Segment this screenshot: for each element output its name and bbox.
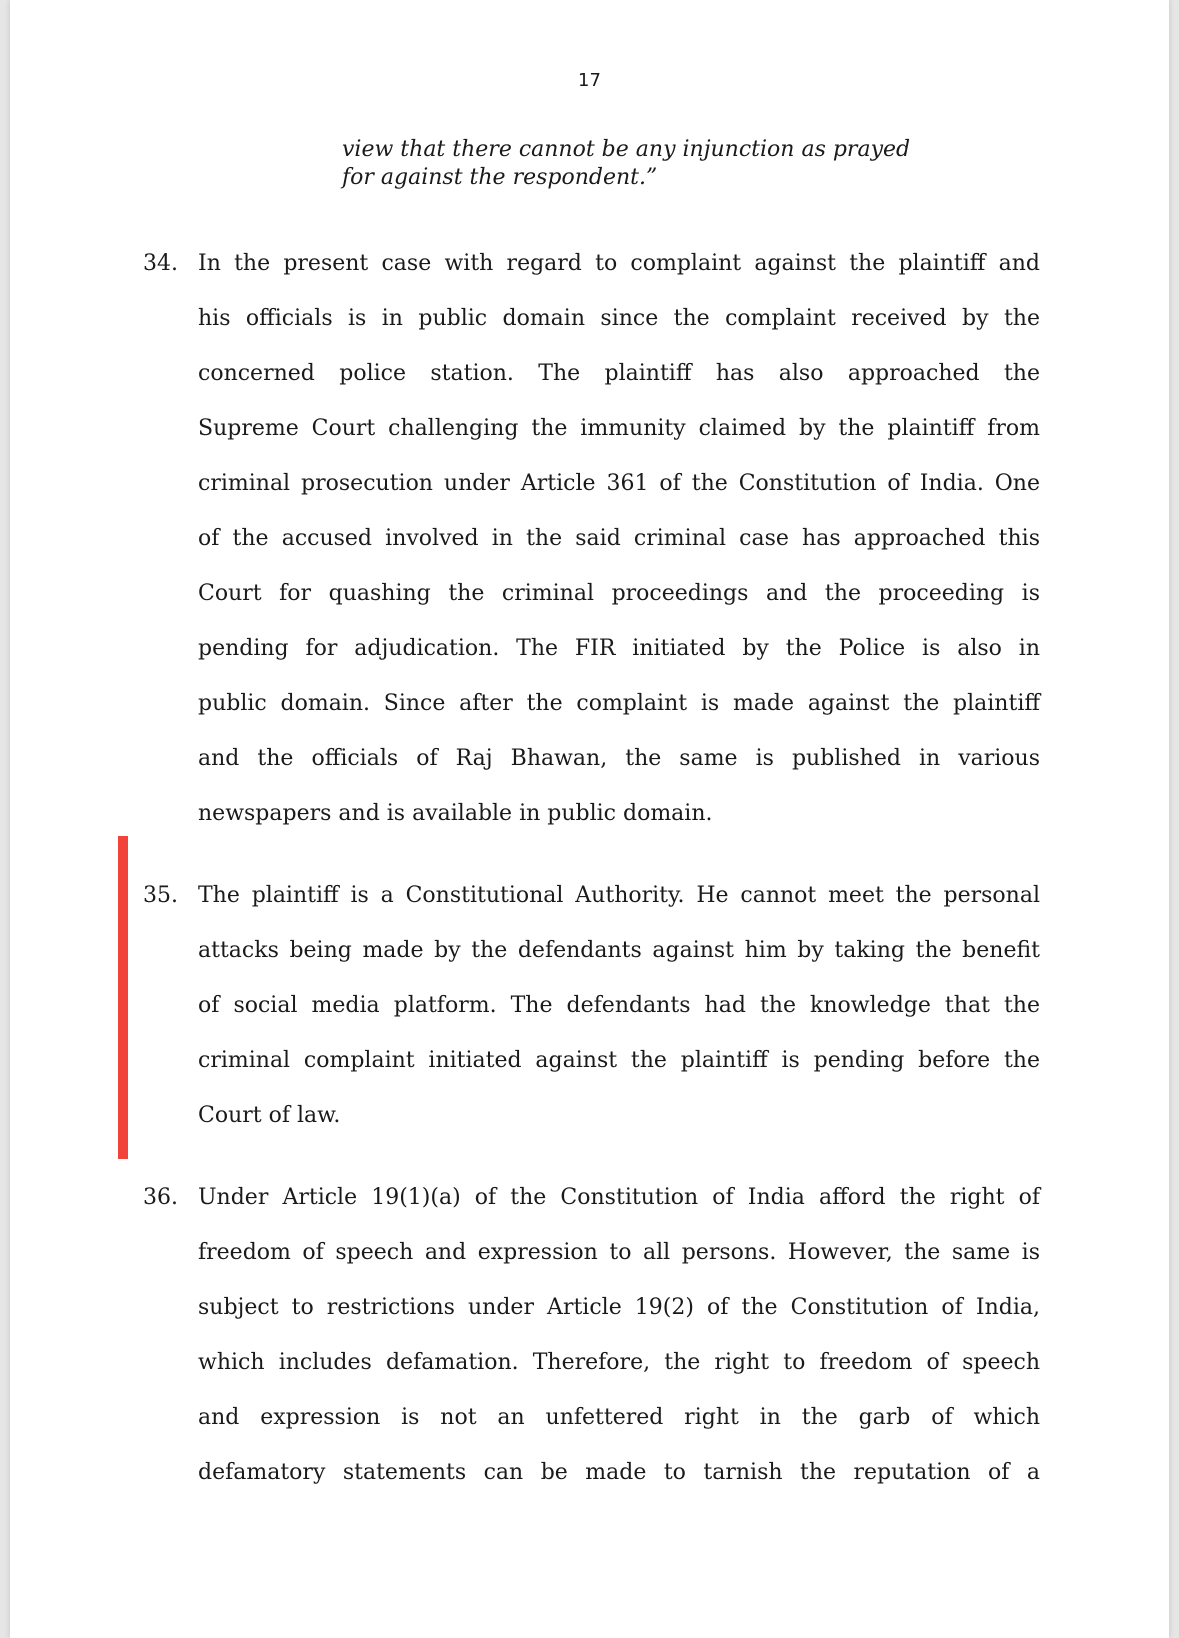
paragraph-line: of social media platform. The defendants had the knowledge that the xyxy=(198,993,1040,1018)
paragraph-34 xyxy=(143,236,1040,841)
paragraph-line: newspapers and is available in public domain. xyxy=(198,801,713,826)
paragraph-line: Court of law. xyxy=(198,1103,341,1128)
paragraph-line: freedom of speech and expression to all persons. However, the same is xyxy=(198,1240,1040,1265)
paragraph-line: Under Article 19(1)(a) of the Constitution of India afford the right of xyxy=(198,1185,1040,1210)
quote-line: for against the respondent.” xyxy=(342,165,658,190)
quote-line: view that there cannot be any injunction as prayed xyxy=(342,137,911,162)
paragraph-line: Court for quashing the criminal proceedings and the proceeding is xyxy=(198,581,1040,606)
paragraph-line: and the officials of Raj Bhawan, the same is published in various xyxy=(198,746,1040,771)
paragraph-number: 36. xyxy=(143,1185,178,1210)
paragraph-line: of the accused involved in the said criminal case has approached this xyxy=(198,526,1040,551)
margin-highlight-bar xyxy=(118,836,128,1159)
document-page xyxy=(10,0,1169,1638)
paragraph-line: pending for adjudication. The FIR initiated by the Police is also in xyxy=(198,636,1040,661)
paragraph-line: criminal prosecution under Article 361 of the Constitution of India. One xyxy=(198,471,1040,496)
paragraph-line: public domain. Since after the complaint is made against the plaintiff xyxy=(198,691,1040,716)
paragraph-line: his officials is in public domain since the complaint received by the xyxy=(198,306,1040,331)
paragraph-line: and expression is not an unfettered right in the garb of which xyxy=(198,1405,1040,1430)
paragraph-line: The plaintiff is a Constitutional Authority. He cannot meet the personal xyxy=(198,883,1040,908)
paragraph-line: Supreme Court challenging the immunity claimed by the plaintiff from xyxy=(198,416,1040,441)
paragraph-36 xyxy=(143,1170,1040,1500)
paragraph-number: 34. xyxy=(143,251,178,276)
paragraph-line: concerned police station. The plaintiff has also approached the xyxy=(198,361,1040,386)
paragraph-35 xyxy=(143,868,1040,1143)
paragraph-line: criminal complaint initiated against the plaintiff is pending before the xyxy=(198,1048,1040,1073)
paragraph-number: 35. xyxy=(143,883,178,908)
block-quote xyxy=(342,136,942,192)
paragraph-line: which includes defamation. Therefore, the right to freedom of speech xyxy=(198,1350,1040,1375)
paragraph-line: defamatory statements can be made to tarnish the reputation of a xyxy=(198,1460,1040,1485)
paragraph-line: subject to restrictions under Article 19(2) of the Constitution of India, xyxy=(198,1295,1040,1320)
paragraph-line: In the present case with regard to complaint against the plaintiff and xyxy=(198,251,1040,276)
paragraph-line: attacks being made by the defendants against him by taking the benefit xyxy=(198,938,1040,963)
page-number: 17 xyxy=(578,70,601,91)
